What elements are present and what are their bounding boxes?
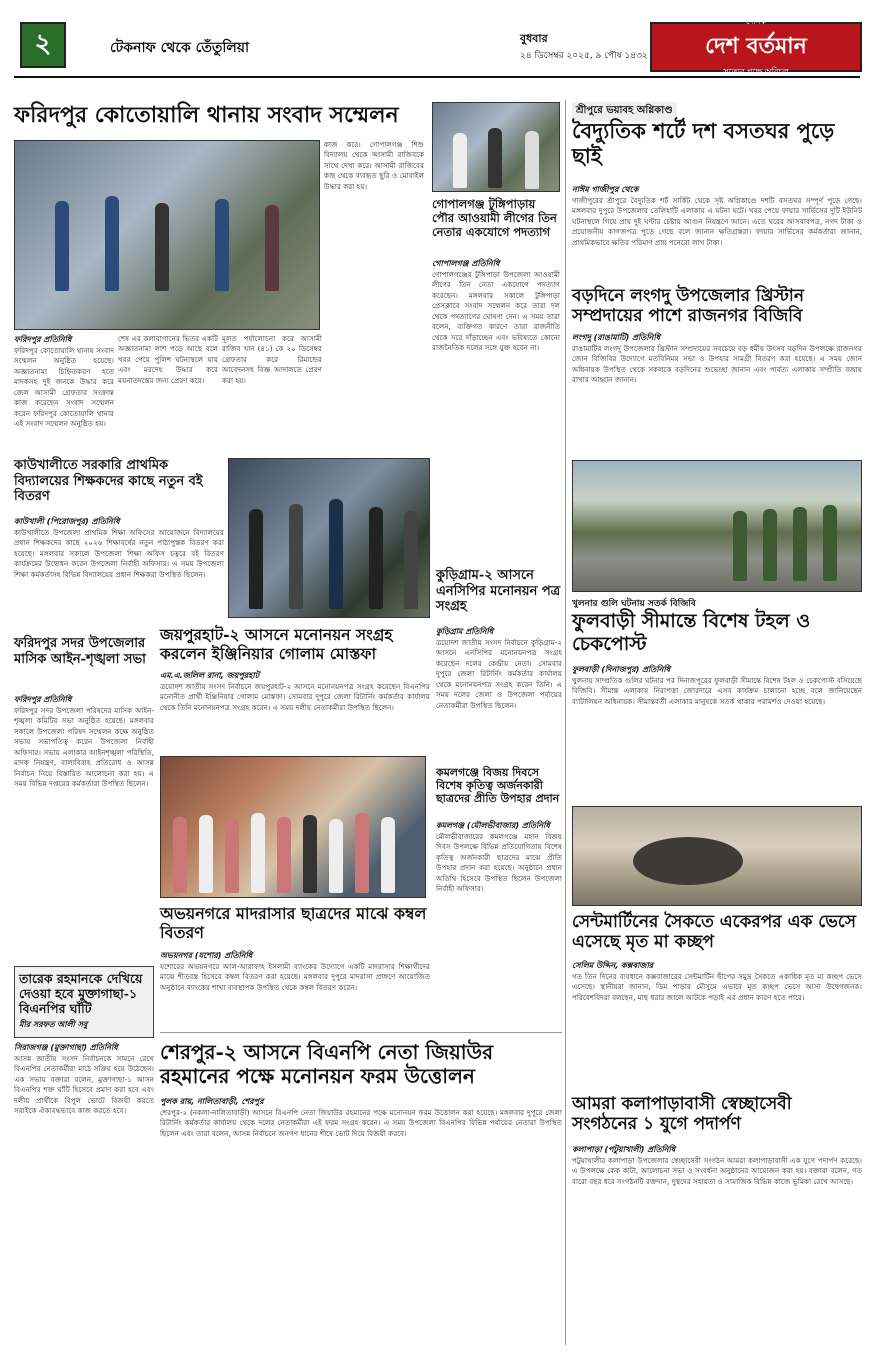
byline-kamalganj: কমলগঞ্জ (মৌলভীবাজার) প্রতিনিধি: [436, 821, 550, 830]
box-muktagacha: [14, 966, 154, 1038]
day-label: বুধবার: [520, 32, 548, 45]
headline-fulbari: ফুলবাড়ী সীমান্তে বিশেষ টহল ও চেকপোস্ট: [572, 610, 811, 655]
headline-sreepur: বৈদ্যুতিক শর্টে দশ বসতঘর পুড়ে ছাই: [572, 118, 835, 169]
body-faridpur-press-2: শেষ এর কলাবাগানের ভিতর একটি অজ্ঞাতনামা লাশ পড়ে আছে বলে খবর পেয়ে পুলিশ ঘটনাস্থলে যায় এবং মরদেহ উদ্ধার করে ময়নাতদন্তের জন্য প্রেরণ করে।: [118, 334, 218, 385]
headline-sherpur: শেরপুর-২ আসনে বিএনপি নেতা জিয়াউর রহমানের পক্ষে মনোনয়ন ফরম উত্তোলন: [160, 1040, 494, 1088]
headline-gopalganj: গোপালগঞ্জ টুঙ্গিপাড়ায় পৌর আওয়ামী লীগের তিন নেতার একযোগে পদত্যাগ: [432, 197, 557, 239]
photo-faridpur-press: [14, 140, 320, 330]
body-kamalganj: মৌলভীবাজারের কমলগঞ্জে মহান বিজয় দিবস উপলক্ষে বিভিন্ন প্রতিযোগিতায় বিশেষ কৃতিত্ব অর্জনকারী ছাত্রদের মাঝে প্রীতি উপহার প্রদান করা হয়েছে। অনুষ্ঠানে প্রধান অতিথি হিসেবে উপস্থিত ছিলেন উপজেলা নির্বাহী অফিসার।: [436, 832, 562, 894]
photo-gopalganj: [432, 102, 560, 192]
body-kalapara: পটুয়াখালীর কলাপাড়া উপজেলার স্বেচ্ছাসেবী সংগঠন আমরা কলাপাড়াবাসী এক যুগে পদার্পণ করেছে। এ উপলক্ষে কেক কাটা, আলোচনা সভা ও সংবর্ধনা অনুষ্ঠানের আয়োজন করা হয়। বক্তারা বলেন, গত বারো বছর ধরে সংগঠনটি রক্তদান, দুস্থদের সহায়তা ও সামাজিক বিভিন্ন কাজে ভূমিকা রেখে আসছে।: [572, 1156, 862, 1186]
byline-joypurhat: এম.এ.জলিল রানা, জয়পুরহাট: [160, 671, 260, 680]
byline-sreepur: নাঈম গাজীপুর থেকে: [572, 185, 639, 194]
headline-madrasa: অভয়নগরে মাদরাসার ছাত্রদের মাঝে কম্বল বিতরণ: [160, 904, 427, 943]
byline-kaukhali: কাউখালী (পিরোজপুর) প্রতিনিধি: [14, 517, 120, 526]
body-kaukhali: কাউখালীতে উপজেলা প্রাথমিক শিক্ষা অফিসের আয়োজনে বিদ্যালয়ের প্রধান শিক্ষকদের কাছে ২০২৬ শিক্ষাবর্ষের নতুন পাঠ্যপুস্তক বিতরণ করা হয়েছে। মঙ্গলবার সকালে উপজেলা শিক্ষা অফিস চত্বরে বই বিতরণ কার্যক্রমের উদ্বোধন করেন উপজেলা নির্বাহী অফিসার। এ সময় উপজেলা শিক্ষা কর্মকর্তাসহ বিভিন্ন বিদ্যালয়ের প্রধান শিক্ষকরা উপস্থিত ছিলেন।: [14, 528, 224, 579]
body-kurigram: ত্রয়োদশ জাতীয় সংসদ নির্বাচনে কুড়িগ্রাম-২ আসনে এনসিপির মনোনয়নপত্র সংগ্রহ করেছেন দলের কেন্দ্রীয় নেতা। সোমবার দুপুরে জেলা রিটার্নিং কর্মকর্তার কার্যালয় থেকে মনোনয়নপত্র সংগ্রহ করেন তিনি। এ সময় দলের জেলা ও উপজেলা পর্যায়ের নেতাকর্মীরা উপস্থিত ছিলেন।: [436, 638, 562, 710]
byline-sherpur: পুলক রায়, নালিতাবাড়ী, শেরপুর: [160, 1097, 264, 1106]
headline-kaukhali: কাউখালীতে সরকারি প্রাথমিক বিদ্যালয়ের শিক্ষকদের কাছে নতুন বই বিতরণ: [14, 458, 203, 505]
header-divider: [14, 76, 860, 78]
byline-kalapara: কলাপাড়া (পটুয়াখালী) প্রতিনিধি: [572, 1145, 676, 1154]
byline-faridpur-press: ফরিদপুর প্রতিনিধি: [14, 335, 72, 344]
photo-joypurhat: [228, 458, 430, 618]
column-divider: [565, 100, 566, 1345]
headline-faridpur-press: ফরিদপুর কোতোয়ালি থানায় সংবাদ সম্মেলন: [14, 102, 399, 128]
body-joypurhat: ত্রয়োদশ জাতীয় সংসদ নির্বাচনে জয়পুরহাট-২ আসনে মনোনয়নপত্র সংগ্রহ করেছেন বিএনপির মনোনীত প্রার্থী ইঞ্জিনিয়ার গোলাম মোস্তফা। সোমবার দুপুরে জেলা রিটার্নিং কর্মকর্তার কার্যালয় থেকে তিনি মনোনয়নপত্র সংগ্রহ করেন। এ সময় দলীয় নেতাকর্মীরা উপস্থিত ছিলেন।: [160, 682, 430, 712]
logo-prefix: দৈনিক: [745, 16, 767, 26]
byline-langadu: লংগদু (রাঙামাটি) প্রতিনিধি: [572, 333, 661, 342]
headline-kalapara: আমরা কলাপাড়াবাসী স্বেচ্ছাসেবী সংগঠনের ১ যুগে পদার্পণ: [572, 1094, 792, 1135]
body-faridpur-press-4: কাজ করে। গোপালগঞ্জ শিশু বিদ্যালয় থেকে আসামী রাজিবকে সাথে দেখা করে। আসামী রাজিবের কাছ থেকে ব্যবহৃত ছুরি ও মোবাইল উদ্ধার করা হয়।: [324, 140, 424, 191]
headline-kamalganj: কমলগঞ্জে বিজয় দিবসে বিশেষ কৃতিত্ব অর্জনকারী ছাত্রদের প্রীতি উপহার প্রদান: [436, 766, 560, 806]
headline-muktagacha: তারেক রহমানকে দেখিয়ে দেওয়া হবে মুক্তাগাছা-১ বিএনপির ঘাঁটি: [19, 971, 143, 1016]
logo-tagline: সত্যের পক্ষে অবিচল: [723, 66, 789, 76]
byline2-muktagacha: সিরাজগঞ্জ (মুক্তাগাছা) প্রতিনিধি: [14, 1043, 118, 1052]
section-title: টেকনাফ থেকে তেঁতুলিয়া: [110, 40, 250, 56]
photo-sentmartin: [572, 806, 862, 906]
date-label: ২৪ ডিসেম্বর ২০২৫, ৯ পৌষ ১৪৩২: [520, 51, 648, 61]
byline-madrasa: অভয়নগর (যশোর) প্রতিনিধি: [160, 951, 253, 960]
headline-joypurhat: জয়পুরহাট-২ আসনে মনোনয়ন সংগ্রহ করলেন ইঞ্জিনিয়ার গোলাম মোস্তফা: [160, 625, 393, 663]
byline-kurigram: কুড়িগ্রাম প্রতিনিধি: [436, 627, 494, 636]
body-fulbari: খুলনায় সাম্প্রতিক গুলির ঘটনার পর দিনাজপুরের ফুলবাড়ী সীমান্তে বিশেষ টহল ও চেকপোস্ট বসিয়েছে বিজিবি। সীমান্ত এলাকায় নিরাপত্তা জোরদারে এসব কার্যক্রম চালানো হচ্ছে বলে জানিয়েছেন ব্যাটালিয়ন অধিনায়ক। সীমান্তবর্তী এলাকার মানুষকে সতর্ক থাকার পরামর্শও দেওয়া হয়েছে।: [572, 676, 862, 706]
photo-fulbari: [572, 460, 862, 592]
body-faridpur-press-3: মূলত পর্যালোচনা করে আসামী রাজিব খান (৪১) কে ২০ ডিসেম্বর গ্রেফতার করে রিমান্ডের আবেদনসহ বিজ্ঞ আদালতে প্রেরণ করা হয়।: [222, 334, 322, 385]
logo-name: দেশ বর্তমান: [705, 32, 807, 59]
byline-muktagacha: মীর সরফত আলী সবু: [19, 1020, 88, 1029]
byline-gopalganj: গোপালগঞ্জ প্রতিনিধি: [432, 259, 500, 268]
page-number: ২: [20, 22, 66, 68]
byline-fulbari: ফুলবাড়ী (দিনাজপুর) প্রতিনিধি: [572, 665, 671, 674]
masthead-logo: [650, 16, 862, 76]
photo-madrasa: [160, 756, 426, 898]
byline-sentmartin: সেলিম উদ্দিন, কক্সবাজার: [572, 961, 654, 970]
headline-langadu: বড়দিনে লংগদু উপজেলার খ্রিস্টান সম্প্রদায়ের পাশে রাজনগর বিজিবি: [572, 286, 804, 327]
body-gopalganj: গোপালগঞ্জের টুঙ্গিপাড়া উপজেলা আওয়ামী লীগের তিন নেতা একযোগে পদত্যাগ করেছেন। মঙ্গলবার সকালে টুঙ্গিপাড়া প্রেসক্লাবে সংবাদ সম্মেলন করে তারা দল থেকে পদত্যাগের ঘোষণা দেন। এ সময় তারা বলেন, ব্যক্তিগত কারণে তারা রাজনীতি থেকে সরে দাঁড়াচ্ছেন এবং ভবিষ্যতে কোনো রাজনৈতিক দলের সঙ্গে যুক্ত হবেন না।: [432, 270, 560, 353]
kicker-sreepur: শ্রীপুরে ভয়াবহ অগ্নিকাণ্ড: [572, 102, 677, 121]
divider-sherpur: [160, 1032, 562, 1033]
body-langadu: রাঙামাটির লংগদু উপজেলার খ্রিস্টান সম্প্রদায়ের সবচেয়ে বড় ধর্মীয় উৎসব বড়দিন উপলক্ষে রাজনগর জোন বিজিবির উদ্যোগে মতবিনিময় সভা ও উপহার সামগ্রী বিতরণ করা হয়েছে। এ সময় জোন অধিনায়ক উপস্থিত থেকে সকলকে বড়দিনের শুভেচ্ছা জানান এবং পার্বত্য এলাকায় সম্প্রীতি বজায় রাখার আহ্বান জানান।: [572, 344, 862, 385]
body-sentmartin: গত তিন দিনের ব্যবধানে কক্সবাজারের সেন্টমার্টিন দ্বীপের সমুদ্র সৈকতে একাধিক মৃত মা কচ্ছপ ভেসে এসেছে। স্থানীয়রা জানান, ডিম পাড়ার মৌসুমে এভাবে মৃত কচ্ছপ ভেসে আসা উদ্বেগজনক। পরিবেশবিদরা বলছেন, মাছ ধরার জালে আটকে পড়াই এর প্রধান কারণ হতে পারে।: [572, 972, 862, 1002]
body-sherpur: শেরপুর-২ (নকলা-নালিতাবাড়ী) আসনে বিএনপি নেতা জিয়াউর রহমানের পক্ষে মনোনয়ন ফরম উত্তোলন করা হয়েছে। মঙ্গলবার দুপুরে জেলা রিটার্নিং কর্মকর্তার কার্যালয় থেকে দলের নেতাকর্মীরা এই ফরম সংগ্রহ করেন। এ সময় উপজেলা বিএনপির বিভিন্ন পর্যায়ের নেতারা উপস্থিত ছিলেন এবং তারা বলেন, আসন্ন নির্বাচনে জনগণ ধানের শীষে ভোট দিয়ে বিজয়ী করবে।: [160, 1108, 562, 1138]
body-muktagacha: আসন্ন জাতীয় সংসদ নির্বাচনকে সামনে রেখে বিএনপির নেতাকর্মীরা মাঠে সক্রিয় হয়ে উঠেছেন। এক সভায় বক্তারা বলেন, মুক্তাগাছা-১ আসন বিএনপির শক্ত ঘাঁটি হিসেবে প্রমাণ করা হবে এবং দলীয় প্রার্থীকে বিপুল ভোটে বিজয়ী করতে সবাইকে ঐক্যবদ্ধভাবে কাজ করতে হবে।: [14, 1054, 154, 1116]
body-faridpur-law: ফরিদপুর সদর উপজেলা পরিষদের মাসিক আইন-শৃঙ্খলা কমিটির সভা অনুষ্ঠিত হয়েছে। মঙ্গলবার সকালে উপজেলা পরিষদ সম্মেলন কক্ষে অনুষ্ঠিত সভায় সভাপতিত্ব করেন উপজেলা নির্বাহী অফিসার। সভায় এলাকার আইনশৃঙ্খলা পরিস্থিতি, মাদক নিয়ন্ত্রণ, বাল্যবিবাহ প্রতিরোধ ও আসন্ন নির্বাচন নিয়ে বিস্তারিত আলোচনা করা হয়। এ সময় বিভিন্ন দপ্তরের কর্মকর্তারা উপস্থিত ছিলেন।: [14, 706, 154, 789]
body-sreepur: গাজীপুরের শ্রীপুরে বৈদ্যুতিক শর্ট সার্কিট থেকে সৃষ্ট অগ্নিকাণ্ডে দশটি বসতঘর সম্পূর্ণ পুড়ে গেছে। মঙ্গলবার দুপুরে উপজেলার তেলিহাটি এলাকায় এ ঘটনা ঘটে। খবর পেয়ে ফায়ার সার্ভিসের দুটি ইউনিট ঘটনাস্থলে গিয়ে প্রায় দুই ঘণ্টার চেষ্টায় আগুন নিয়ন্ত্রণে আনে। এতে ঘরের আসবাবপত্র, নগদ টাকা ও প্রয়োজনীয় কাগজপত্র পুড়ে গেছে বলে জানান ক্ষতিগ্রস্তরা। ফায়ার সার্ভিসের কর্মকর্তারা জানান, প্রাথমিকভাবে ক্ষতির পরিমাণ প্রায় পনেরো লাখ টাকা।: [572, 196, 862, 247]
body-faridpur-press-1: ফরিদপুর কোতোয়ালি থানায় সংবাদ সম্মেলন অনুষ্ঠিত হয়েছে। অজ্ঞাতনামা চিহ্নিতকরণ হতে মাদকসহ দুই জনকে উদ্ধার করে জেল আসামী গ্রেফতার সংক্রান্ত কাজ করেছেন সংবাদ সম্মেলন করেন ফরিদপুর কোতোয়ালি থানার এই সংবাদ সম্মেলন অনুষ্ঠিত হয়।: [14, 346, 114, 429]
headline-faridpur-law: ফরিদপুর সদর উপজেলার মাসিক আইন-শৃঙ্খলা সভা: [14, 636, 146, 667]
headline-sentmartin: সেন্টমার্টিনের সৈকতে একেরপর এক ভেসে এসেছে মৃত মা কচ্ছপ: [572, 912, 856, 953]
headline-kurigram: কুড়িগ্রাম-২ আসনে এনসিপির মনোনয়ন পত্র সংগ্রহ: [436, 568, 561, 615]
body-madrasa: যশোরের অভয়নগরে আল-আরাফাহ ইসলামী ব্যাংকের উদ্যোগে একটি মাদরাসার শিক্ষার্থীদের মাঝে শীতবস্ত্র হিসেবে কম্বল বিতরণ করা হয়েছে। মঙ্গলবার দুপুরে মাদরাসা প্রাঙ্গণে আয়োজিত অনুষ্ঠানে ব্যাংকের শাখা ব্যবস্থাপক উপস্থিত থেকে কম্বল বিতরণ করেন।: [160, 962, 430, 992]
byline-faridpur-law: ফরিদপুর প্রতিনিধি: [14, 695, 72, 704]
caption-fulbari: খুলনার গুলি ঘটনায় সতর্ক বিজিবি: [572, 599, 696, 609]
